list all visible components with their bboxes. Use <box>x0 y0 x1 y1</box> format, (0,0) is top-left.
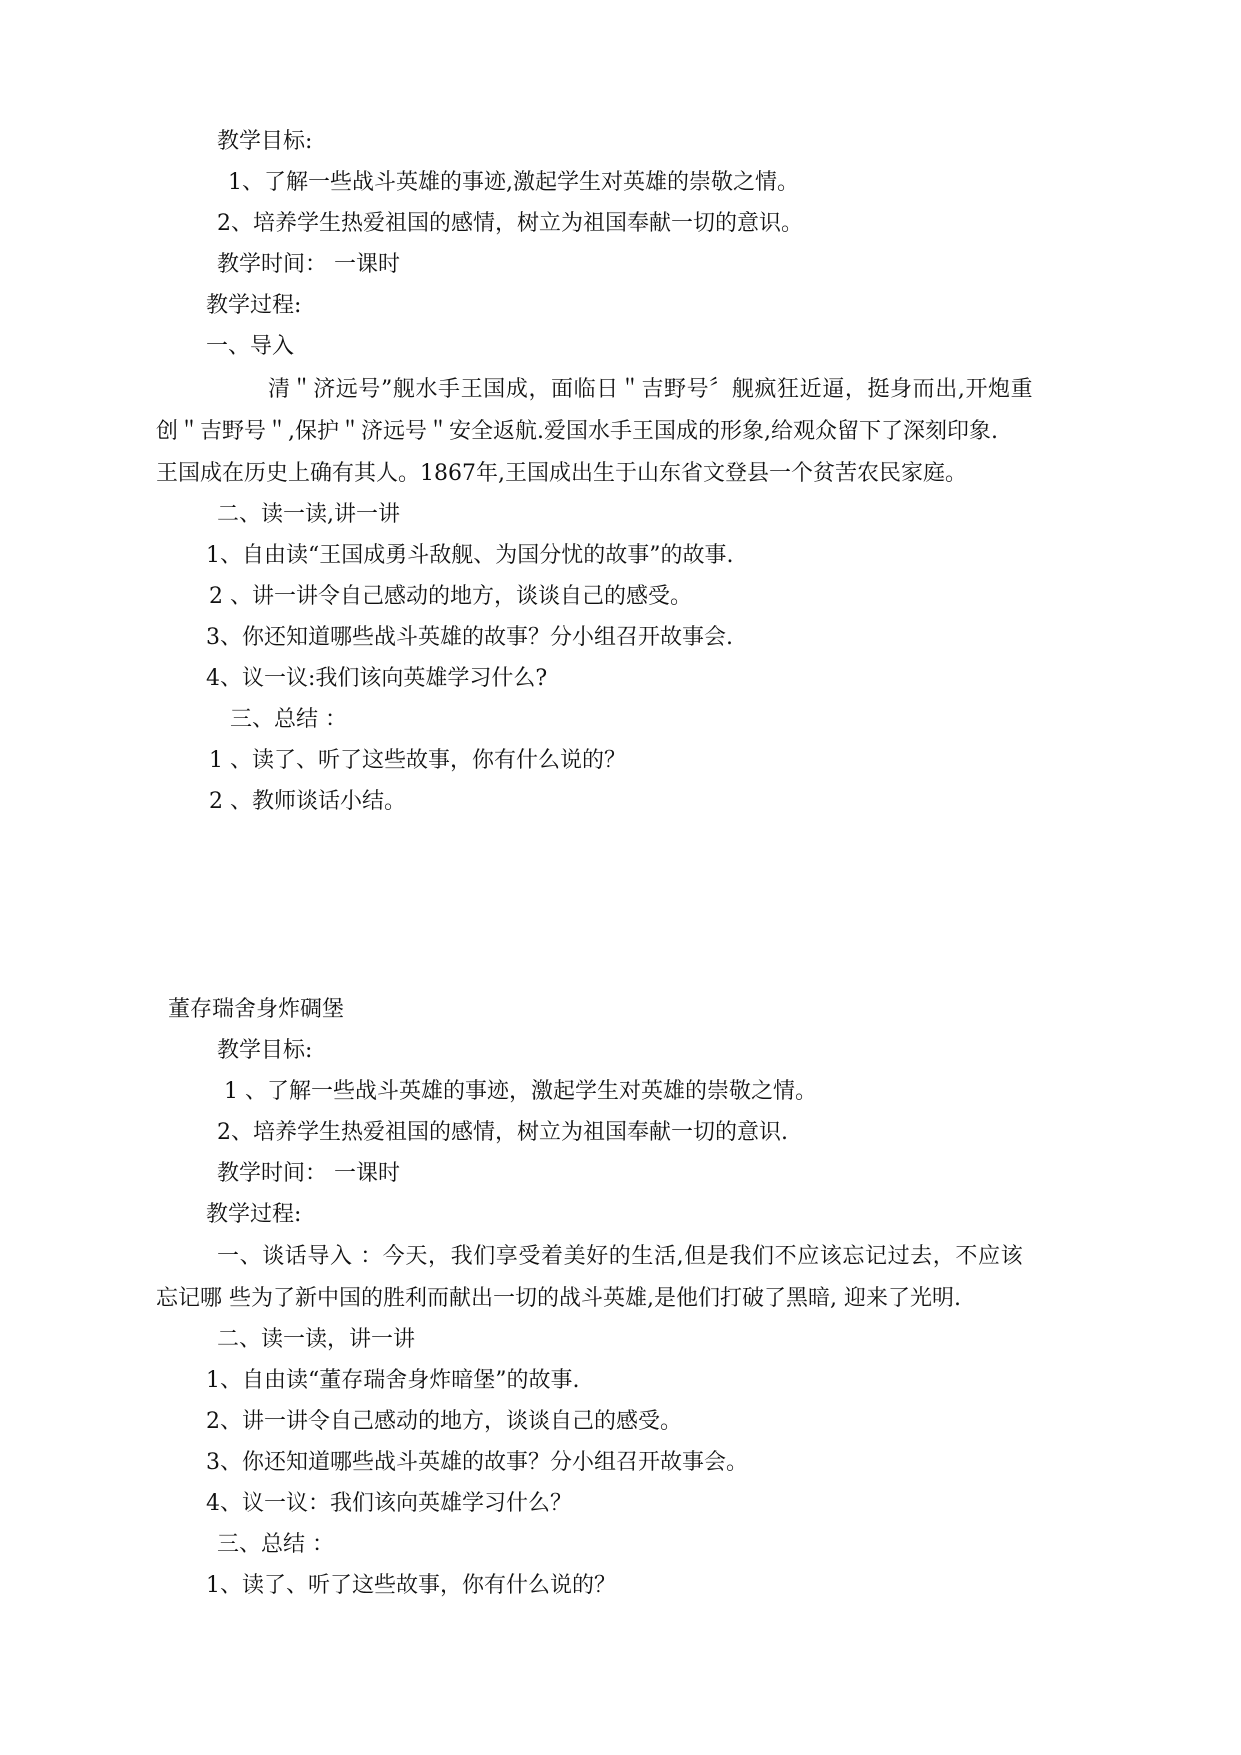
lesson1-objectives-label: 教学目标: <box>217 129 313 154</box>
lesson2-summary-1: 1、读了、听了这些故事，你有什么说的？ <box>206 1573 616 1598</box>
lesson1-section-3-title: 三、总结 ： <box>230 707 347 732</box>
lesson2-time: 教学时间： 一课时 <box>217 1161 400 1186</box>
lesson2-item-2: 2、讲一讲令自己感动的地方，谈谈自己的感受。 <box>206 1409 682 1434</box>
lesson1-section-2-title: 二、读一读,讲一讲 <box>217 502 400 527</box>
lesson2-section-3-title: 三、总结 ： <box>217 1532 334 1557</box>
lesson1-intro-line-3: 王国成在历史上确有其人。1867年,王国成出生于山东省文登县一个贫苦农民家庭。 <box>156 461 967 486</box>
lesson1-intro-line-1: 清＂济远号”舰水手王国成，面临日＂吉野号〞舰疯狂近逼，挺身而出,开炮重 <box>268 377 1034 402</box>
lesson1-item-3: 3、你还知道哪些战斗英雄的故事？分小组召开故事会. <box>206 625 733 650</box>
lesson1-section-1-title: 一、导入 <box>206 334 295 359</box>
lesson2-title: 董存瑞舍身炸碉堡 <box>168 997 345 1022</box>
lesson1-objective-1: 1、了解一些战斗英雄的事迹,激起学生对英雄的崇敬之情。 <box>228 170 799 195</box>
lesson2-item-1: 1、自由读“董存瑞舍身炸暗堡”的故事. <box>206 1368 580 1393</box>
lesson1-time: 教学时间： 一课时 <box>217 252 400 277</box>
lesson1-process-label: 教学过程: <box>206 293 302 318</box>
lesson1-item-4: 4、议一议:我们该向英雄学习什么? <box>206 666 548 691</box>
lesson2-objective-2: 2、培养学生热爱祖国的感情，树立为祖国奉献一切的意识. <box>217 1120 788 1145</box>
lesson1-intro-line-2: 创＂吉野号＂,保护＂济远号＂安全返航.爱国水手王国成的形象,给观众留下了深刻印象. <box>156 419 998 444</box>
lesson2-item-3: 3、你还知道哪些战斗英雄的故事？分小组召开故事会。 <box>206 1450 748 1475</box>
lesson1-item-1: 1、自由读“王国成勇斗敌舰、为国分忧的故事”的故事. <box>206 543 734 568</box>
lesson2-section-2-title: 二、读一读，讲一讲 <box>217 1327 416 1352</box>
lesson1-summary-1: 1 、读了、听了这些故事，你有什么说的？ <box>209 748 626 773</box>
lesson2-item-4: 4、议一议：我们该向英雄学习什么？ <box>206 1491 572 1516</box>
lesson2-process-label: 教学过程: <box>206 1202 302 1227</box>
lesson2-objectives-label: 教学目标: <box>217 1038 313 1063</box>
lesson2-objective-1: 1 、了解一些战斗英雄的事迹，激起学生对英雄的崇敬之情。 <box>224 1079 817 1104</box>
lesson2-section-1-line-1: 一、谈话导入 ：今天，我们享受着美好的生活,但是我们不应该忘记过去，不应该 <box>217 1244 1024 1269</box>
lesson2-section-1-line-2: 忘记哪 些为了新中国的胜利而献出一切的战斗英雄,是他们打破了黑暗, 迎来了光明. <box>156 1286 961 1311</box>
lesson1-summary-2: 2 、教师谈话小结。 <box>209 789 406 814</box>
lesson1-item-2: 2 、讲一讲令自己感动的地方，谈谈自己的感受。 <box>209 584 692 609</box>
lesson1-objective-2: 2、培养学生热爱祖国的感情，树立为祖国奉献一切的意识。 <box>217 211 803 236</box>
